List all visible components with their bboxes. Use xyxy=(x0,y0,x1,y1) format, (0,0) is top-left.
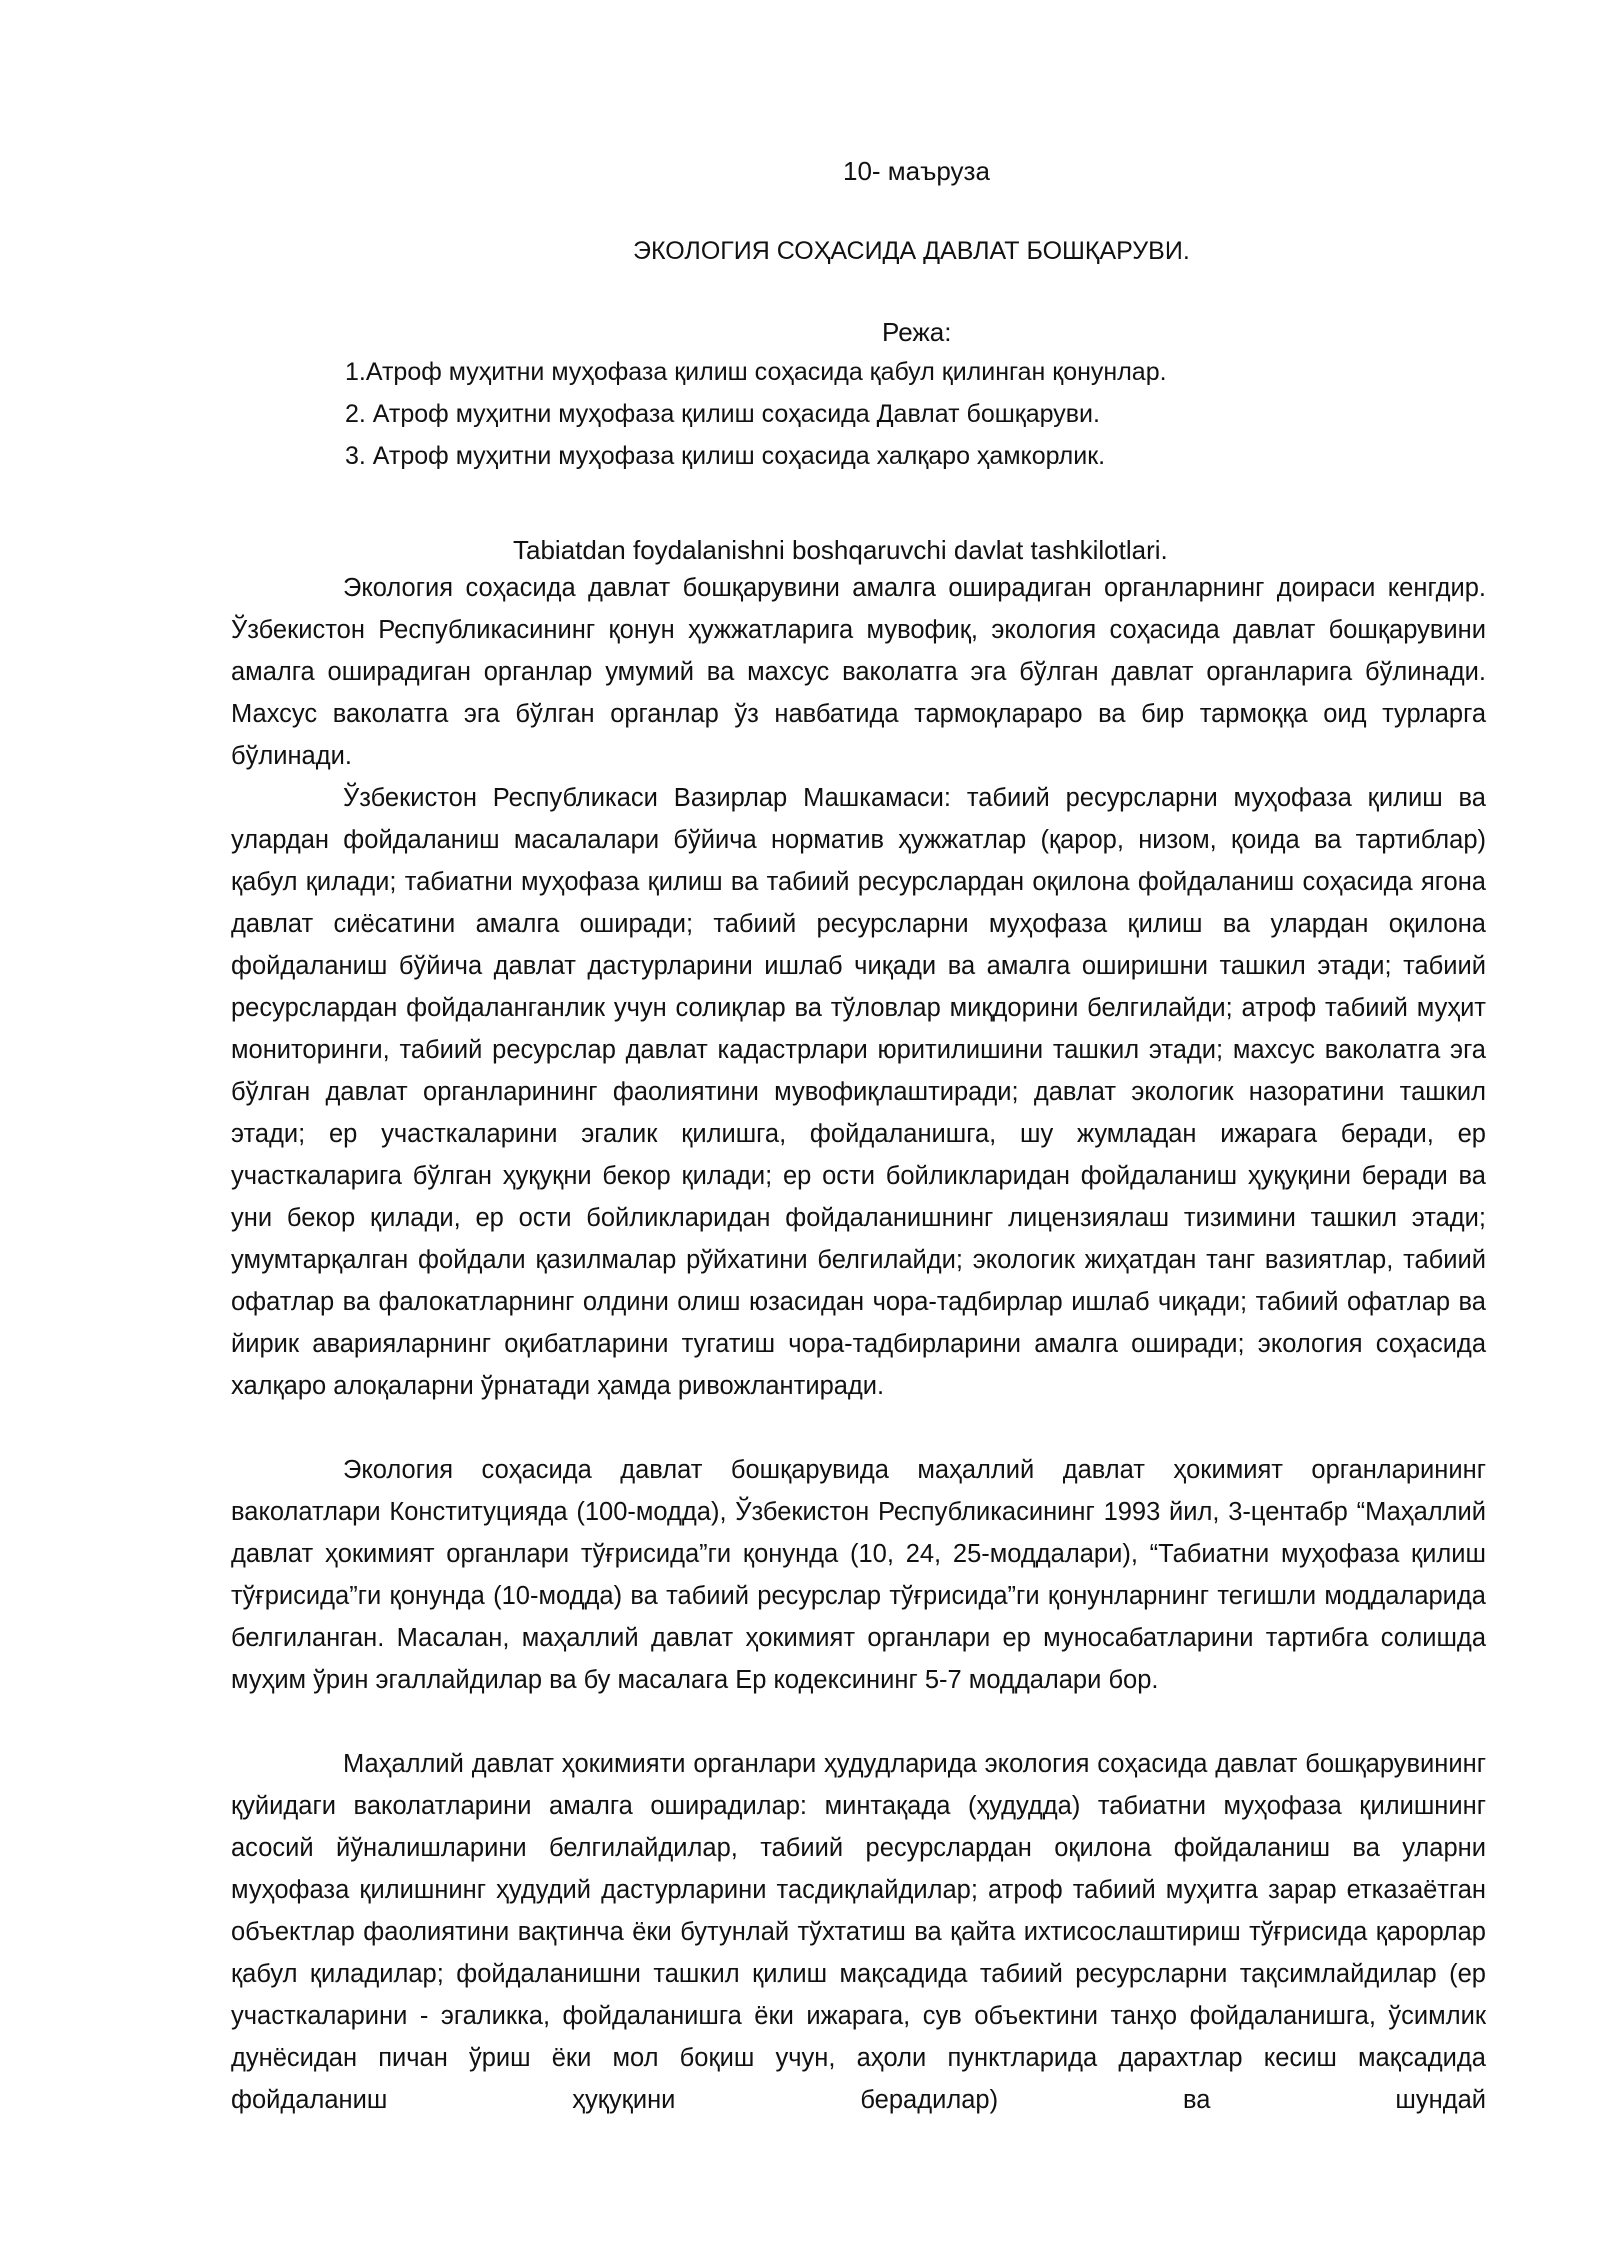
paragraph-1: Экология соҳасида давлат бошқарувини амалга оширадиган органларнинг доираси кенгдир. Ўзбекистон Республикасининг қонун ҳужжатларига мувофиқ, экология соҳасида давлат бошқарувини амалга оширадиган органлар умумий ва махсус ваколатга эга бўлган давлат органларига бўлинади. Махсус ваколатга эга бўлган органлар ўз навбатида тармоқлараро ва бир тармоққа оид турларга бўлинади. xyxy=(231,574,1486,770)
plan-heading: Режа: xyxy=(882,317,952,347)
paragraph-3: Экология соҳасида давлат бошқарувида маҳаллий давлат ҳокимият органларининг ваколатлари Конституцияда (100-модда), Ўзбекистон Республикасининг 1993 йил, 3-центабр “Маҳаллий давлат ҳокимият органлари тўғрисида”ги қонунда (10, 24, 25-моддалари), “Табиатни муҳофаза қилиш тўғрисида”ги қонунда (10-модда) ва табиий ресурслар тўғрисида”ги қонунларнинг тегишли моддаларида белгиланган. Масалан, маҳаллий давлат ҳокимият органлари ер муносабатларини тартибга солишда муҳим ўрин эгаллайдилар ва бу масалага Ер кодексининг 5-7 моддалари бор. xyxy=(231,1456,1486,1694)
plan-item-1: 1.Атроф муҳитни муҳофаза қилиш соҳасида қабул қилинган қонунлар. xyxy=(345,358,1167,386)
lecture-number: 10- маъруза xyxy=(843,156,990,186)
page-title: ЭКОЛОГИЯ СОҲАСИДА ДАВЛАТ БОШҚАРУВИ. xyxy=(633,237,1190,265)
plan-item-3: 3. Атроф муҳитни муҳофаза қилиш соҳасида халқаро ҳамкорлик. xyxy=(345,442,1106,470)
body-text xyxy=(231,567,1486,2121)
paragraph-4: Маҳаллий давлат ҳокимияти органлари ҳудудларида экология соҳасида давлат бошқарувининг қуйидаги ваколатларини амалга оширадилар: минтақада (ҳудудда) табиатни муҳофаза қилишнинг асосий йўналишларини белгилайдилар, табиий ресурслардан оқилона фойдаланиш ва уларни муҳофаза қилишнинг ҳудудий дастурларини тасдиқлайдилар; атроф табиий муҳитга зарар етказаётган объектлар фаолиятини вақтинча ёки бутунлай тўхтатиш ва қайта ихтисослаштириш тўғрисида қарорлар қабул қиладилар; фойдаланишни ташкил қилиш мақсадида табиий ресурсларни тақсимлайдилар (ер участкаларини - эгаликка, фойдаланишга ёки ижарага, сув объектини танҳо фойдаланишга, ўсимлик дунёсидан пичан ўриш ёки мол боқиш учун, аҳоли пунктларида дарахтлар кесиш мақсадида фойдаланиш ҳуқуқини берадилар) ва шундай xyxy=(231,1750,1486,2114)
plan-item-2: 2. Атроф муҳитни муҳофаза қилиш соҳасида Давлат бошқаруви. xyxy=(345,400,1100,428)
plan-list xyxy=(345,354,1167,480)
section-heading: Tabiatdan foydalanishni boshqaruvchi davlat tashkilotlari. xyxy=(513,535,1168,565)
paragraph-2: Ўзбекистон Республикаси Вазирлар Машкамаси: табиий ресурсларни муҳофаза қилиш ва улардан фойдаланиш масалалари бўйича норматив ҳужжатлар (қарор, низом, қоида ва тартиблар) қабул қилади; табиатни муҳофаза қилиш ва табиий ресурслардан оқилона фойдаланиш соҳасида ягона давлат сиёсатини амалга оширади; табиий ресурсларни муҳофаза қилиш ва улардан оқилона фойдаланиш бўйича давлат дастурларини ишлаб чиқади ва амалга оширишни ташкил этади; табиий ресурслардан фойдаланганлик учун солиқлар ва тўловлар миқдорини белгилайди; атроф табиий муҳит мониторинги, табиий ресурслар давлат кадастрлари юритилишини ташкил этади; махсус ваколатга эга бўлган давлат органларининг фаолиятини мувофиқлаштиради; давлат экологик назоратини ташкил этади; ер участкаларини эгалик қилишга, фойдаланишга, шу жумладан ижарага беради, ер участкаларига бўлган ҳуқуқни бекор қилади; ер ости бойликларидан фойдаланиш ҳуқуқини беради ва уни бекор қилади, ер ости бойликларидан фойдаланишнинг лицензиялаш тизимини ташкил этади; умумтарқалган фойдали қазилмалар рўйхатини белгилайди; экологик жиҳатдан танг вазиятлар, табиий офатлар ва фалокатларнинг олдини олиш юзасидан чора-тадбирлар ишлаб чиқади; табиий офатлар ва йирик аварияларнинг оқибатларини тугатиш чора-тадбирларини амалга оширади; экология соҳасида халқаро алоқаларни ўрнатади ҳамда ривожлантиради. xyxy=(231,784,1486,1400)
